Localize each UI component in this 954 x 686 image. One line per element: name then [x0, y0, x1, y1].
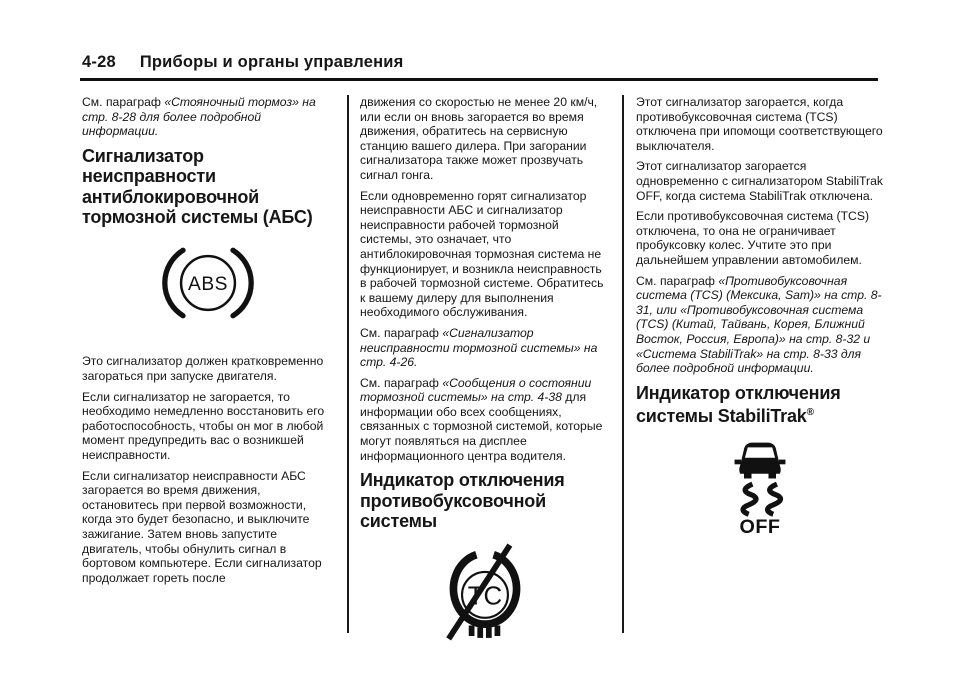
column-3: [636, 95, 884, 539]
paragraph-abs-and-brake: Если одновременно горят сигнализатор неисправности АБС и сигнализатор неисправности рабочей тормозной системы, это означает, что антиблокировочная тормозная система не функционирует, и возникла неисправность в рабочей тормозной системе. Обратитесь к вашему дилеру для выполнения необходимого обслуживания.: [360, 188, 604, 320]
heading-abs-warning: Сигнализатор неисправности антиблокировочной тормозной системы (АБС): [82, 145, 313, 228]
cross-reference-brake-messages: [360, 376, 610, 464]
stabilitrak-off-icon: [636, 436, 884, 540]
page-header: [82, 53, 403, 72]
abs-warning-icon-svg: [158, 245, 258, 321]
column-divider-2: [622, 95, 624, 633]
registered-trademark-symbol: ®: [806, 407, 814, 419]
heading-tcs-off-indicator: Индикатор отключения противобуксовочной системы: [360, 470, 565, 532]
heading-text: Индикатор отключения системы StabiliTrak: [636, 382, 841, 427]
ref-prefix: См. параграф: [360, 325, 443, 340]
header-rule: [80, 78, 878, 81]
chapter-title: Приборы и органы управления: [139, 53, 404, 71]
off-icon-label: OFF: [739, 515, 781, 536]
abs-warning-icon: [82, 245, 334, 325]
heading-stabilitrak-off-indicator: [636, 383, 884, 427]
ref-prefix: См. параграф: [82, 95, 165, 109]
ref-suffix: для информации обо всех сообщениях, связанных с тормозной системой, которые могут появляться на дисплее информационного центра водителя.: [360, 390, 603, 463]
stabilitrak-off-icon-svg: [727, 436, 793, 536]
paragraph-tcs-with-stabilitrak: Этот сигнализатор загорается одновременно с сигнализатором StabiliTrak OFF, когда система StabiliTrak отключена.: [636, 159, 883, 203]
cross-reference-parking-brake: [82, 95, 334, 139]
paragraph-tcs-wheel-spin: Если противобуксовочная система (TCS) отключена, то она не ограничивает пробуксовку колес. Учтите это при дальнейшем управлении автомобилем.: [636, 209, 870, 267]
ref-prefix: См. параграф: [636, 273, 719, 288]
paragraph-tcs-switch: Этот сигнализатор загорается, когда противобуксовочная система (TCS) отключена при ипомощи соответствующего выключателя.: [636, 95, 883, 153]
column-1: [82, 95, 334, 591]
column-2: [360, 95, 610, 646]
ref-prefix: См. параграф: [360, 375, 443, 390]
ref-italic: «Сообщения о состоянии тормозной системы» на стр. 4-38: [360, 375, 592, 405]
traction-control-off-icon: [360, 541, 610, 647]
traction-control-off-icon-svg: [441, 541, 529, 643]
cross-reference-tcs-sections: [636, 274, 884, 376]
page-number: 4-28: [82, 53, 116, 71]
paragraph-abs-while-driving: Если сигнализатор неисправности АБС загорается во время движения, остановитесь при первой возможности, когда это будет безопасно, и выключите зажигание. Затем вновь запустите двигатель, чтобы обнулить сигнал в бортовом компьютере. Если сигнализатор продолжает гореть после: [82, 468, 322, 585]
ref-italic: «Стояночный тормоз» на стр. 8-28 для более подробной информации.: [82, 95, 316, 139]
cross-reference-brake-warning: [360, 326, 610, 370]
ref-italic: «Сигнализатор неисправности тормозной системы» на стр. 4-26.: [360, 325, 598, 370]
paragraph-abs-continued: движения со скоростью не менее 20 км/ч, или если он вновь загорается во время движения, обратитесь на сервисную станцию вашего дилера. При загорании сигнализатора также может прозвучать сигнал гонга.: [360, 95, 598, 182]
paragraph-abs-not-lit: Если сигнализатор не загорается, то необходимо немедленно восстановить его работоспособность, чтобы он мог в любой момент предупредить вас о возникшей неисправности.: [82, 389, 325, 462]
column-divider-1: [347, 95, 349, 633]
ref-italic: «Противобуксовочная система (TCS) (Мексика, Sam)» на стр. 8-31, или «Противобуксовочная система (TCS) (Китай, Тайвань, Корея, Ближний Восток, Россия, Европа)» на стр. 8-32 и «Система StabiliTrak» на стр. 8-33 для более подробной информации.: [636, 273, 882, 376]
tc-icon-label: TC: [467, 582, 503, 611]
paragraph-abs-startup: Это сигнализатор должен кратковременно загораться при запуске двигателя.: [82, 354, 324, 383]
abs-icon-label: ABS: [188, 273, 228, 295]
